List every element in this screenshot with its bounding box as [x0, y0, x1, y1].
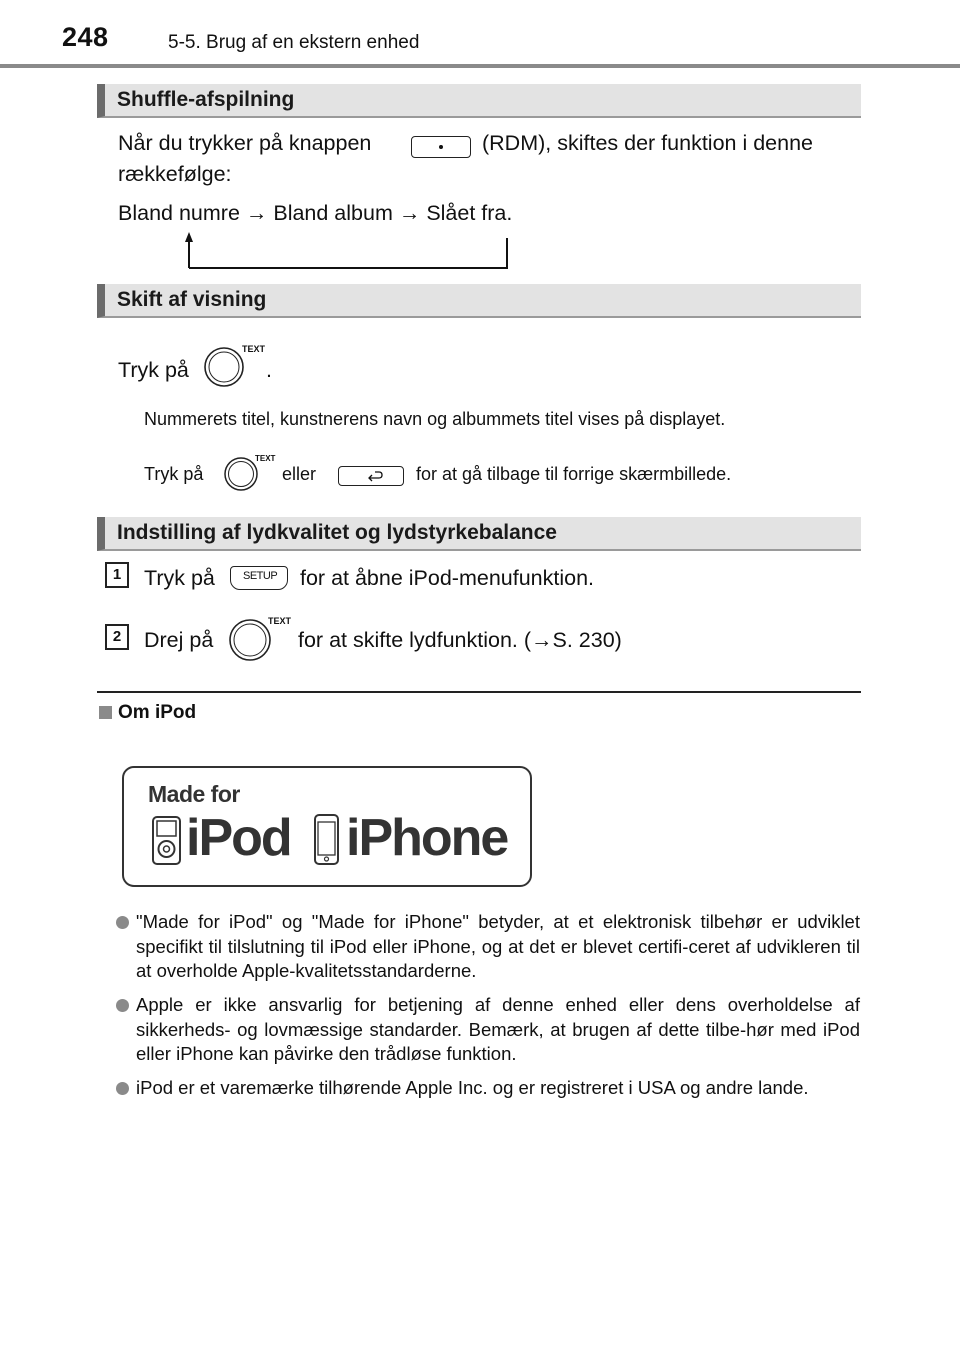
section-divider — [97, 691, 861, 693]
step-number: 2 — [105, 624, 129, 650]
bullet-icon — [116, 999, 129, 1012]
tryk-text: Tryk på — [118, 358, 189, 382]
back-text-mid: eller — [282, 464, 317, 484]
text-knob-icon — [226, 612, 292, 662]
back-text-pre: Tryk på — [144, 464, 204, 484]
svg-text:TEXT: TEXT — [255, 454, 276, 463]
step2-pre: Drej på — [144, 628, 214, 652]
section-heading-text: Shuffle-afspilning — [117, 88, 295, 111]
shuffle-line2: rækkefølge: — [118, 162, 232, 186]
svg-text:TEXT: TEXT — [268, 616, 292, 626]
tryk-period: . — [266, 358, 272, 382]
chapter-title: 5-5. Brug af en ekstern enhed — [168, 32, 420, 53]
note-trademark: iPod er et varemærke tilhørende Apple Inc. og er registreret i USA og andre lande. — [136, 1077, 809, 1098]
svg-text:TEXT: TEXT — [242, 344, 266, 354]
square-bullet-icon — [99, 706, 112, 719]
shuffle-sequence: Bland numre → Bland album → Slået fra. — [118, 201, 513, 225]
text-knob-icon — [200, 342, 266, 388]
note-apple-liability: Apple er ikke ansvarlig for betjening af denne enhed eller dens overholdelse af sikkerheds- og lovmæssige standarder. Bemærk, at brugen af dette tilbe-hør med iPod eller iPhone kan påvirke den trådløse funktion. — [136, 994, 860, 1064]
section-heading-text: Skift af visning — [117, 288, 267, 311]
ipod-device-icon — [152, 816, 182, 866]
setup-button-icon: SETUP — [230, 566, 288, 590]
bullet-icon — [116, 916, 129, 929]
shuffle-line1-post: (RDM), skiftes der funktion i denne — [482, 131, 813, 155]
om-ipod-heading: Om iPod — [118, 702, 197, 723]
text-knob-icon — [222, 452, 278, 494]
step2-post: for at skifte lydfunktion. (→S. 230) — [298, 628, 622, 652]
made-for-logo: Made for iPod iPhone — [122, 766, 532, 887]
section-heading-text: Indstilling af lydkvalitet og lydstyrkebalance — [117, 521, 557, 544]
header-divider — [0, 64, 960, 68]
section-heading-sound — [97, 517, 861, 551]
iphone-device-icon — [314, 814, 340, 866]
back-text-post: for at gå tilbage til forrige skærmbillede. — [416, 464, 732, 484]
note-made-for: "Made for iPod" og "Made for iPhone" betyder, at et elektronisk tilbehør er udviklet specifikt til tilslutning til iPod eller iPhone, og at det er blevet certifi-ceret af udvikleren til at overholde Apple-kvalitetsstandarderne. — [136, 911, 860, 981]
bullet-icon — [116, 1082, 129, 1095]
shuffle-line1-pre: Når du trykker på knappen — [118, 131, 372, 155]
step1-pre: Tryk på — [144, 566, 215, 590]
section-heading-shuffle — [97, 84, 861, 118]
rdm-button-icon — [411, 136, 471, 158]
back-button-icon — [338, 466, 404, 486]
step1-post: for at åbne iPod-menufunktion. — [300, 566, 595, 590]
step-number: 1 — [105, 562, 129, 588]
page-number: 248 — [62, 22, 109, 52]
cycle-arrow-icon — [180, 232, 520, 272]
display-info-text: Nummerets titel, kunstnerens navn og albummets titel vises på displayet. — [144, 409, 726, 429]
section-heading-display — [97, 284, 861, 318]
